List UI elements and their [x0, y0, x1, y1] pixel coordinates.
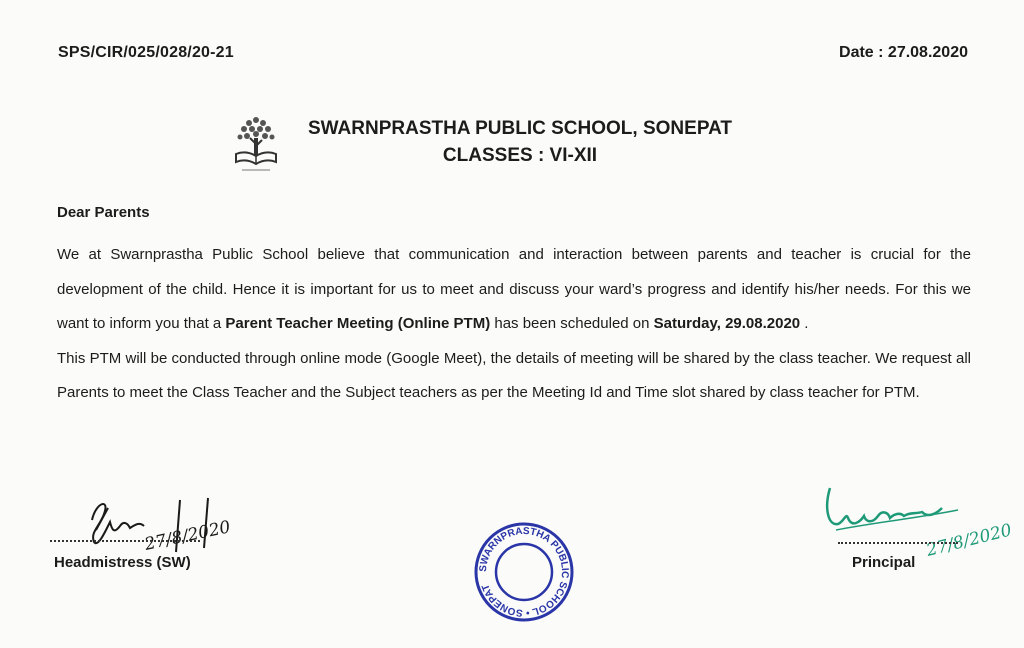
- school-name: SWARNPRASTHA PUBLIC SCHOOL, SONEPAT: [308, 118, 732, 139]
- headmistress-label: Headmistress (SW): [54, 554, 191, 571]
- paragraph-2: This PTM will be conducted through online mode (Google Meet), the details of meeting will be shared by the class teacher. We request all Parents to meet the Class Teacher and the Subject teachers as per the Meeting Id and Time slot shared by class teacher for PTM.: [57, 349, 971, 401]
- principal-signature: [818, 478, 1024, 574]
- p1-text-1: We at Swarnprastha Public School believe that communication and interaction between parents and teacher is crucial for the development of the child. Hence it is important for us to meet and discuss your ward’s progress and identify his/her needs. For this we want to inform you that a: [57, 246, 971, 332]
- school-header: [280, 116, 760, 170]
- paragraph-1: [57, 238, 971, 342]
- p1-bold-date: Saturday, 29.08.2020: [653, 315, 801, 332]
- headmistress-signature-line: [50, 540, 200, 542]
- letter-body: [57, 238, 971, 411]
- svg-text:SWARNPRASTHA PUBLIC SCHOOL • S: [478, 526, 570, 618]
- school-stamp: [470, 518, 578, 626]
- salutation: Dear Parents: [57, 204, 150, 221]
- p1-text-2: has been scheduled on: [490, 315, 654, 332]
- circular-date: Date : 27.08.2020: [839, 44, 968, 61]
- circular-reference-number: SPS/CIR/025/028/20-21: [58, 44, 234, 61]
- school-logo-tree-icon: [230, 110, 282, 176]
- svg-text:27/8/2020: 27/8/2020: [924, 520, 1014, 561]
- stamp-text: SWARNPRASTHA PUBLIC SCHOOL • SONEPAT: [477, 525, 571, 619]
- p1-text-3: .: [800, 315, 809, 332]
- principal-signature-line: [838, 542, 958, 544]
- principal-label: Principal: [852, 554, 916, 571]
- p1-bold-meeting: Parent Teacher Meeting (Online PTM): [225, 315, 491, 332]
- svg-text:27/8/2020: 27/8/2020: [142, 517, 233, 555]
- school-classes: CLASSES : VI-XII: [442, 145, 598, 166]
